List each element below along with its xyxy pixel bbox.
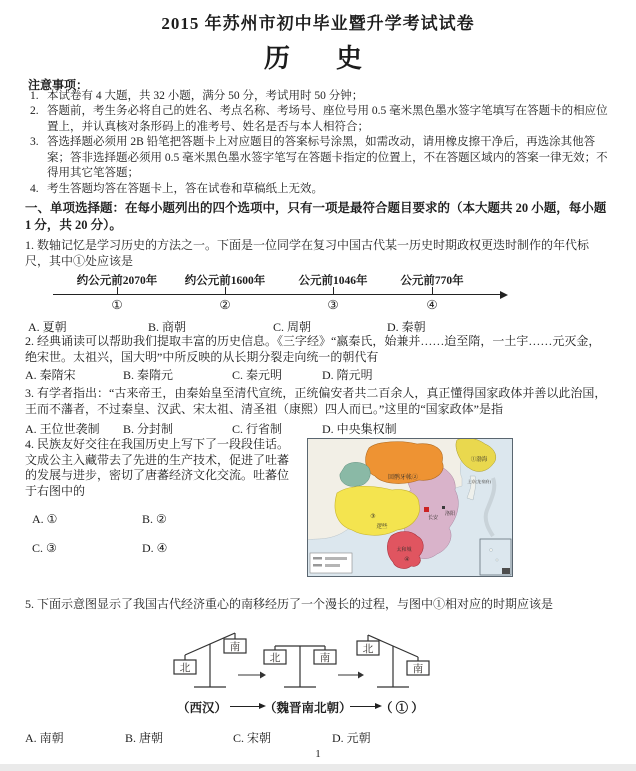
map-marker-4: ④ xyxy=(404,557,410,563)
timeline-label-4: 公元前770年 xyxy=(400,275,464,287)
question-5-option-c: C. 宋朝 xyxy=(233,731,272,745)
economy-shift-balance-diagram xyxy=(150,623,470,695)
question-1-option-d: D. 秦朝 xyxy=(387,320,426,334)
scale-2-north-label: 北 xyxy=(269,653,281,664)
timeline-label-3: 公元前1046年 xyxy=(298,275,368,287)
notice-item-4 xyxy=(30,182,612,198)
scale-1-south-label: 南 xyxy=(229,642,241,653)
notice-item-3 xyxy=(30,135,612,182)
question-1-option-a: A. 夏朝 xyxy=(28,320,67,334)
map-legend-box xyxy=(310,553,352,573)
map-legend-symbol xyxy=(313,564,322,567)
notice-item-2 xyxy=(30,104,612,135)
map-legend-text-smudge xyxy=(325,564,340,567)
timeline-marker-1: ① xyxy=(111,297,123,312)
timeline-tick xyxy=(117,287,118,295)
question-3-option-b: B. 分封制 xyxy=(123,422,174,436)
map-label-bohai: ①渤海 xyxy=(470,457,488,463)
diagram-caption-xihan: （西汉） xyxy=(177,701,228,715)
map-label-changan: 长安 xyxy=(427,516,439,521)
question-1-option-c: C. 周朝 xyxy=(273,320,312,334)
map-label-shangjing: 上京(龙泉府) xyxy=(467,479,491,484)
diagram-caption-blank-1: （ ① ） xyxy=(380,701,424,715)
notice-item-text: 答选择题必须用 2B 铅笔把答题卡上对应题目的答案标号涂黑，如需改动，请用橡皮擦干净后，再选涂其他答案；答非选择题必须用 0.5 毫米黑色墨水签字笔写在答题卡指定的位置上，不在答题区域内的答案一律无效；不得用其它笔答题； xyxy=(47,136,608,179)
question-3-stem: 3. 有学者指出：“古来帝王，由秦始皇至清代宣统，正统偏安者共二百余人，真正懂得国家政体并善以此治国，王而不藩者，不过秦皇、汉武、宋太祖、清圣祖（康熙）四人而已。”这里的“国家政体”是指 xyxy=(25,386,607,416)
map-label-luoyang: 洛阳 xyxy=(444,512,456,517)
notice-item-number: 1. xyxy=(30,90,39,102)
question-3-option-a: A. 王位世袭制 xyxy=(25,422,100,436)
tang-dynasty-map xyxy=(307,438,513,577)
question-2-option-c: C. 秦元明 xyxy=(232,368,283,382)
question-5-stem: 5. 下面示意图显示了我国古代经济重心的南移经历了一个漫长的过程，与图中①相对应的时期应该是 xyxy=(25,597,554,611)
map-capital-marker-changan xyxy=(424,507,429,512)
question-4-option-c: C. ③ xyxy=(32,541,57,555)
page-title: 2015 年苏州市初中毕业暨升学考试试卷 xyxy=(161,14,475,33)
scan-edge-artifact xyxy=(0,764,636,771)
notice-item-text: 考生答题均答在答题卡上，答在试卷和草稿纸上无效。 xyxy=(47,183,323,195)
timeline-marker-3: ③ xyxy=(327,297,339,312)
timeline-tick xyxy=(432,287,433,295)
timeline-marker-2: ② xyxy=(219,297,231,312)
notice-item-text: 答题前，考生务必将自己的姓名、考点名称、考场号、座位号用 0.5 毫米黑色墨水签字笔填写在答题卡的相应位置上，并认真核对条形码上的准考号、姓名是否与本人相符合； xyxy=(47,105,608,133)
scale-3-north-label: 北 xyxy=(362,644,374,655)
flow-arrow-1-head xyxy=(260,672,266,679)
notice-item-text: 本试卷有 4 大题，共 32 小题，满分 50 分，考试用时 50 分钟； xyxy=(47,90,364,102)
question-2-option-a: A. 秦隋宋 xyxy=(25,368,76,382)
map-marker-3: ③ xyxy=(370,514,376,520)
notice-heading: 注意事项： xyxy=(28,78,89,92)
caption-arrow-1 xyxy=(230,706,260,707)
map-capital-marker-luoyang xyxy=(442,506,445,509)
map-legend-text-smudge xyxy=(325,557,347,560)
question-2-option-d: D. 隋元明 xyxy=(322,368,373,382)
diagram-caption-weijin: （魏晋南北朝） xyxy=(264,701,352,715)
map-inset-island xyxy=(490,549,493,552)
notice-item-number: 2. xyxy=(30,105,39,117)
map-inset-island xyxy=(496,559,498,561)
flow-arrow-2-head xyxy=(358,672,364,679)
timeline-tick xyxy=(333,287,334,295)
question-1-option-b: B. 商朝 xyxy=(148,320,187,334)
question-1-timeline xyxy=(40,272,520,320)
map-label-luoxie: 逻些 xyxy=(376,524,388,530)
subject-title: 历 史 xyxy=(263,44,372,73)
timeline-label-2: 约公元前1600年 xyxy=(184,275,266,287)
question-4-option-b: B. ② xyxy=(142,512,167,526)
question-4-stem: 4. 民族友好交往在我国历史上写下了一段段佳话。文成公主入藏带去了先进的生产技术，促进了吐蕃的发展与进步，密切了唐蕃经济文化交流。吐蕃位于右图中的 xyxy=(25,437,290,498)
page-number: 1 xyxy=(315,748,321,760)
map-label-taihecheng: 太和城 xyxy=(396,548,412,553)
timeline-marker-4: ④ xyxy=(426,297,438,312)
question-2-stem: 2. 经典诵读可以帮助我们提取丰富的历史信息。《三字经》“嬴秦氏，始兼并……迨至隋，一土宇……元灭金，绝宋世。太祖兴，国大明”中所反映的从长期分裂走向统一的朝代有 xyxy=(25,334,601,364)
notice-item-number: 3. xyxy=(30,136,39,148)
question-4-option-d: D. ④ xyxy=(142,541,168,555)
timeline-tick xyxy=(225,287,226,295)
question-5-option-b: B. 唐朝 xyxy=(125,731,164,745)
question-5-option-d: D. 元朝 xyxy=(332,731,371,745)
timeline-axis xyxy=(53,294,501,295)
timeline-label-1: 约公元前2070年 xyxy=(76,275,158,287)
question-4-option-a: A. ① xyxy=(32,512,58,526)
scale-3-south-label: 南 xyxy=(412,664,424,675)
question-3-option-d: D. 中央集权制 xyxy=(322,422,397,436)
balance-scale-3 xyxy=(357,635,429,687)
map-inset-corner-label xyxy=(502,568,510,574)
question-1-stem: 1. 数轴记忆是学习历史的方法之一。下面是一位同学在复习中国古代某一历史时期政权更迭时制作的年代标尺，其中①处应该是 xyxy=(25,238,590,268)
scale-1-north-label: 北 xyxy=(179,663,191,674)
question-2-option-b: B. 秦隋元 xyxy=(123,368,174,382)
scale-2-south-label: 南 xyxy=(319,653,331,664)
map-legend-symbol xyxy=(313,557,322,560)
notice-item-number: 4. xyxy=(30,183,39,195)
section-1-heading: 一、单项选择题：在每小题列出的四个选项中，只有一项是最符合题目要求的（本大题共 20 小题，每小题 1 分，共 20 分）。 xyxy=(25,201,607,232)
question-3-option-c: C. 行省制 xyxy=(232,422,283,436)
question-5-option-a: A. 南朝 xyxy=(25,731,64,745)
map-label-huihu: 回鹘牙帐② xyxy=(387,475,419,481)
notice-item-1 xyxy=(30,89,612,105)
caption-arrow-2 xyxy=(350,706,376,707)
